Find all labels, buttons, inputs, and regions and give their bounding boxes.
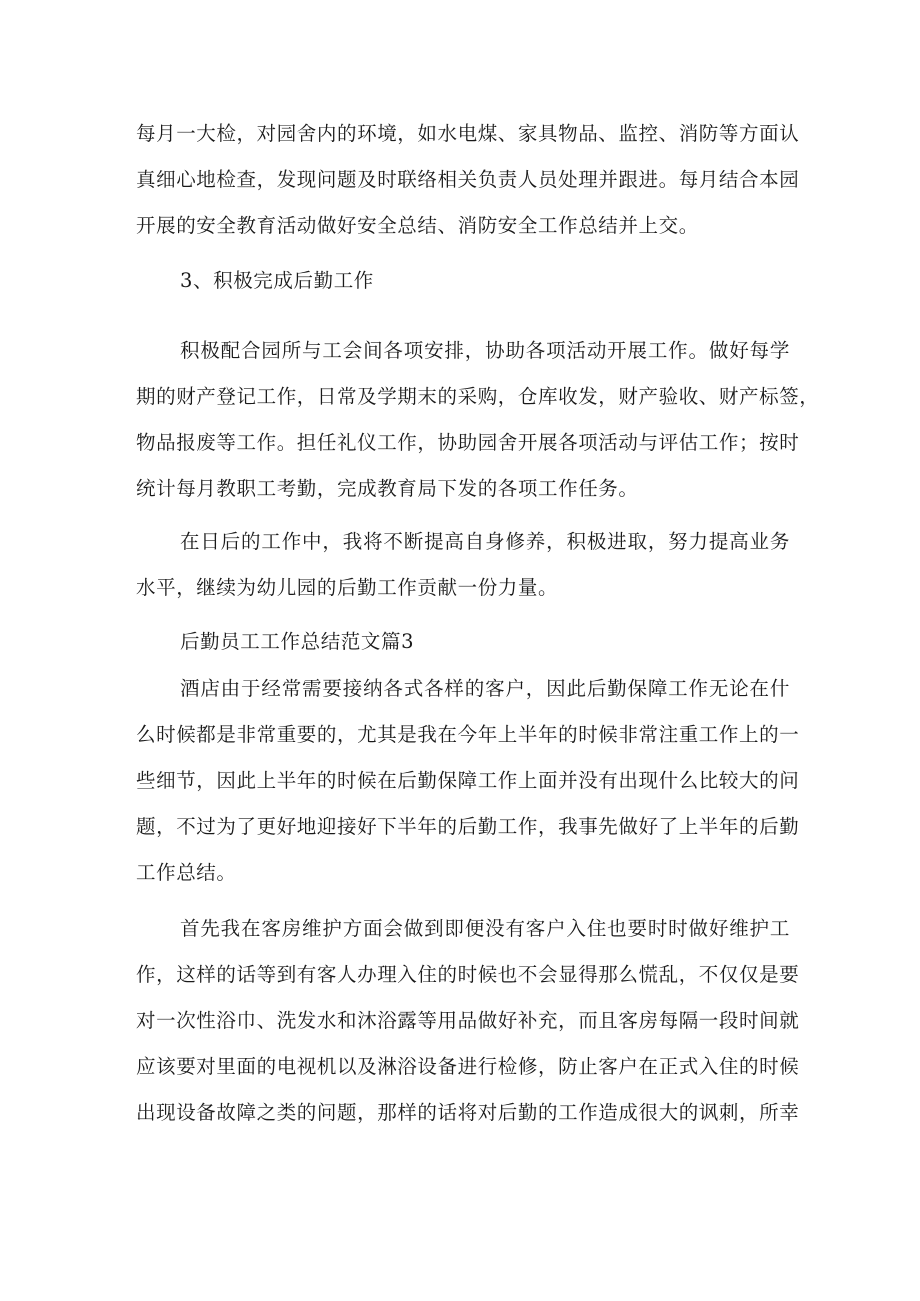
paragraph-5-line-1: 首先我在客房维护方面会做到即便没有客户入住也要时时做好维护工	[180, 917, 790, 940]
paragraph-4-line-3: 些细节，因此上半年的时候在后勤保障工作上面并没有出现什么比较大的问	[136, 769, 800, 792]
paragraph-4-line-1: 酒店由于经常需要接纳各式各样的客户，因此后勤保障工作无论在什	[180, 677, 790, 700]
paragraph-5-line-4: 应该要对里面的电视机以及淋浴设备进行检修，防止客户在正式入住的时候	[136, 1055, 800, 1078]
paragraph-3-line-1: 在日后的工作中，我将不断提高自身修养，积极进取，努力提高业务	[180, 530, 790, 553]
paragraph-2-line-4: 统计每月教职工考勤，完成教育局下发的各项工作任务。	[136, 477, 639, 500]
paragraph-5-line-5: 出现设备故障之类的问题，那样的话将对后勤的工作造成很大的讽刺，所幸	[136, 1101, 800, 1124]
paragraph-1-line-3: 开展的安全教育活动做好安全总结、消防安全工作总结并上交。	[136, 214, 699, 237]
paragraph-5-line-3: 对一次性浴巾、洗发水和沐浴露等用品做好补充，而且客房每隔一段时间就	[136, 1009, 800, 1032]
paragraph-2-line-2: 期的财产登记工作，日常及学期末的采购，仓库收发，财产验收、财产标签，	[136, 385, 820, 408]
paragraph-2-line-1: 积极配合园所与工会间各项安排，协助各项活动开展工作。做好每学	[180, 339, 790, 362]
paragraph-4-line-2: 么时候都是非常重要的，尤其是我在今年上半年的时候非常注重工作上的一	[136, 723, 800, 746]
paragraph-4-line-4: 题，不过为了更好地迎接好下半年的后勤工作，我事先做好了上半年的后勤	[136, 815, 800, 838]
article-title: 后勤员工工作总结范文篇3	[180, 630, 415, 653]
section-heading-3: 3、积极完成后勤工作	[180, 269, 374, 292]
paragraph-1-line-1: 每月一大检，对园舍内的环境，如水电煤、家具物品、监控、消防等方面认	[136, 122, 800, 145]
paragraph-2-line-3: 物品报废等工作。担任礼仪工作，协助园舍开展各项活动与评估工作；按时	[136, 431, 800, 454]
paragraph-5-line-2: 作，这样的话等到有客人办理入住的时候也不会显得那么慌乱，不仅仅是要	[136, 963, 800, 986]
paragraph-1-line-2: 真细心地检查，发现问题及时联络相关负责人员处理并跟进。每月结合本园	[136, 168, 800, 191]
paragraph-3-line-2: 水平，继续为幼儿园的后勤工作贡献一份力量。	[136, 576, 559, 599]
paragraph-4-line-5: 工作总结。	[136, 861, 237, 884]
